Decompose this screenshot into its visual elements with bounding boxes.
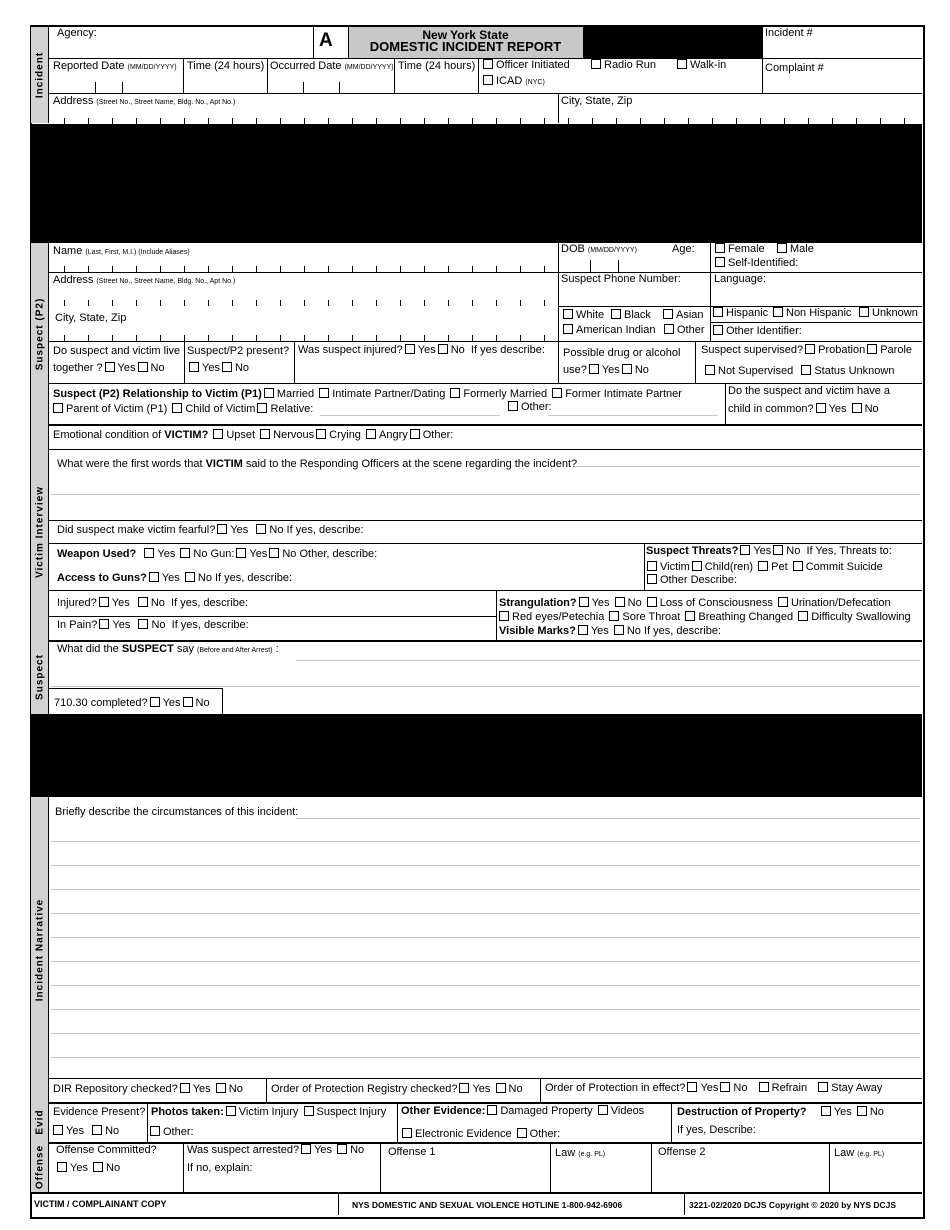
photos-other-option[interactable]: Other: — [148, 1126, 194, 1139]
male-option[interactable]: Male — [775, 243, 814, 256]
threat-other-option[interactable]: Other Describe: — [645, 574, 737, 587]
occurred-date-field[interactable] — [269, 74, 393, 92]
injured-options[interactable]: Injured? Yes No If yes, describe: — [57, 597, 249, 609]
checkbox-icon — [578, 625, 588, 635]
weapon-used-options[interactable]: Weapon Used? Yes No Gun: Yes No Other, describe: — [57, 548, 378, 560]
band-label-incident-narrative: Incident Narrative — [34, 898, 45, 1001]
checkbox-icon — [180, 1083, 190, 1093]
checkbox-icon — [180, 548, 190, 558]
checkbox-icon — [260, 429, 270, 439]
unknown-option[interactable]: Unknown — [857, 307, 918, 320]
child-in-common-options[interactable]: child in common? Yes No — [728, 403, 879, 415]
checkbox-icon — [705, 365, 715, 375]
checkbox-icon — [609, 611, 619, 621]
offense-2-label: Offense 2 — [658, 1146, 706, 1158]
incident-address-label: Address (Street No., Street Name, Bldg. No., Apt No.) — [53, 95, 236, 107]
non-hispanic-option[interactable]: Non Hispanic — [771, 307, 851, 320]
hispanic-option[interactable]: Hispanic — [711, 307, 768, 320]
officer-initiated-option[interactable]: Officer Initiated — [481, 59, 570, 72]
other-evidence-options-row2[interactable]: Electronic Evidence Other: — [400, 1128, 560, 1141]
agency-label: Agency: — [57, 27, 97, 39]
relationship-options-row1[interactable]: Suspect (P2) Relationship to Victim (P1) Married Intimate Partner/Dating Formerly Married Former Intimate Partner — [53, 388, 682, 400]
race-other-option[interactable]: Other — [662, 324, 705, 337]
suspect-name-field[interactable] — [50, 257, 556, 271]
suspect-threats-options[interactable]: Suspect Threats? Yes No If Yes, Threats to: — [646, 545, 892, 557]
checkbox-icon — [256, 524, 266, 534]
checkbox-icon — [517, 1128, 527, 1138]
checkbox-icon — [301, 1144, 311, 1154]
narrative-field[interactable] — [50, 818, 920, 1076]
evidence-present-label: Evidence Present? — [53, 1106, 146, 1118]
checkbox-icon — [138, 362, 148, 372]
checkbox-icon — [579, 597, 589, 607]
checkbox-icon — [611, 309, 621, 319]
supervised-label[interactable]: Suspect supervised? Probation Parole — [701, 344, 913, 356]
checkbox-icon — [496, 1083, 506, 1093]
occurred-time-label: Time (24 hours) — [398, 60, 476, 72]
suspect-statement-field[interactable] — [50, 656, 920, 686]
strangulation-options[interactable]: Strangulation? Yes No Loss of Consciousness Urination/Defecation — [499, 597, 891, 609]
checkbox-icon — [53, 1125, 63, 1135]
female-option[interactable]: Female — [713, 243, 765, 256]
checkbox-icon — [183, 697, 193, 707]
checkbox-icon — [713, 307, 723, 317]
law-2-field[interactable] — [831, 1160, 920, 1190]
checkbox-icon — [867, 344, 877, 354]
band-label-incident: Incident — [34, 51, 45, 99]
complaint-number-field[interactable] — [763, 74, 921, 92]
checkbox-icon — [213, 429, 223, 439]
checkbox-icon — [614, 625, 624, 635]
checkbox-icon — [410, 429, 420, 439]
checkbox-icon — [150, 1126, 160, 1136]
relationship-other-option[interactable]: Other: — [506, 401, 552, 414]
access-to-guns-options[interactable]: Access to Guns? Yes No If yes, describe: — [57, 572, 293, 584]
band-label-victim-interview: Victim Interview — [34, 486, 45, 578]
checkbox-icon — [144, 548, 154, 558]
radio-run-option[interactable]: Radio Run — [589, 59, 656, 72]
checkbox-icon — [818, 1082, 828, 1092]
checkbox-icon — [622, 364, 632, 374]
checkbox-icon — [801, 365, 811, 375]
checkbox-icon — [92, 1125, 102, 1135]
checkbox-icon — [598, 1105, 608, 1115]
checkbox-icon — [217, 524, 227, 534]
incident-city-label: City, State, Zip — [561, 95, 633, 107]
occurred-date-label: Occurred Date (MM/DD/YYYY) — [270, 60, 394, 72]
reported-time-label: Time (24 hours) — [187, 60, 265, 72]
redacted-block-top — [31, 124, 922, 243]
in-pain-options[interactable]: In Pain? Yes No If yes, describe: — [57, 619, 249, 631]
suspect-arrested-options[interactable]: Was suspect arrested? Yes No — [187, 1144, 365, 1156]
band-label-offense: Offense — [34, 1144, 45, 1190]
suspect-injured-label[interactable]: Was suspect injured? Yes No If yes describe: — [298, 344, 545, 356]
checkbox-icon — [405, 344, 415, 354]
fearful-options[interactable]: Did suspect make victim fearful? Yes No If yes, describe: — [57, 524, 364, 536]
checkbox-icon — [222, 362, 232, 372]
walk-in-option[interactable]: Walk-in — [675, 59, 726, 72]
checkbox-icon — [366, 429, 376, 439]
band-label-evid: Evid — [34, 1109, 45, 1135]
footer-hotline: NYS DOMESTIC AND SEXUAL VIOLENCE HOTLINE 1-800-942-6906 — [352, 1200, 623, 1210]
checkbox-icon — [150, 697, 160, 707]
checkbox-icon — [857, 1106, 867, 1116]
form-710-30-options[interactable]: 710.30 completed? Yes No — [54, 697, 210, 709]
checkbox-icon — [450, 388, 460, 398]
checkbox-icon — [105, 362, 115, 372]
checkbox-icon — [57, 1162, 67, 1172]
reported-time-field[interactable] — [185, 74, 266, 92]
child-in-common-label: Do the suspect and victim have a — [728, 385, 891, 397]
checkbox-icon — [138, 597, 148, 607]
narrative-prompt: Briefly describe the circumstances of this incident: — [55, 806, 299, 818]
checkbox-icon — [483, 75, 493, 85]
language-field[interactable] — [712, 286, 920, 304]
offense-committed-label: Offense Committed? — [56, 1144, 157, 1156]
checkbox-icon — [798, 611, 808, 621]
other-identifier-option[interactable]: Other Identifier: — [711, 325, 802, 338]
checkbox-icon — [715, 243, 725, 253]
checkbox-icon — [264, 388, 274, 398]
title-state: New York State — [422, 28, 509, 42]
checkbox-icon — [149, 572, 159, 582]
checkbox-icon — [185, 572, 195, 582]
law-1-field[interactable] — [552, 1160, 649, 1190]
reported-date-field[interactable] — [50, 74, 182, 92]
checkbox-icon — [99, 619, 109, 629]
checkbox-icon — [236, 548, 246, 558]
occurred-time-field[interactable] — [396, 74, 477, 92]
checkbox-icon — [777, 243, 787, 253]
race-black-option[interactable]: Black — [609, 309, 651, 322]
checkbox-icon — [740, 545, 750, 555]
checkbox-icon — [615, 597, 625, 607]
race-american-indian-option[interactable]: American Indian — [561, 324, 656, 337]
suspect-phone-field[interactable] — [560, 286, 708, 304]
suspect-name-label: Name (Last, First, M.I.) (Include Aliases) — [53, 245, 190, 257]
checkbox-icon — [647, 597, 657, 607]
race-asian-option[interactable]: Asian — [661, 309, 704, 322]
threat-targets-options[interactable]: Victim Child(ren) Pet Commit Suicide — [645, 561, 883, 574]
offense-1-label: Offense 1 — [388, 1146, 436, 1158]
offense-1-field[interactable] — [382, 1160, 548, 1190]
checkbox-icon — [563, 324, 573, 334]
oop-in-effect-options[interactable]: Order of Protection in effect? Yes No Refrain Stay Away — [545, 1082, 883, 1094]
checkbox-icon — [758, 561, 768, 571]
first-words-field[interactable] — [50, 470, 920, 518]
checkbox-icon — [99, 597, 109, 607]
language-label: Language: — [714, 273, 766, 285]
checkbox-icon — [715, 257, 725, 267]
checkbox-icon — [773, 545, 783, 555]
drug-use-options[interactable]: use? Yes No — [563, 364, 649, 376]
checkbox-icon — [226, 1106, 236, 1116]
visible-marks-options[interactable]: Visible Marks? Yes No If yes, describe: — [499, 625, 722, 637]
checkbox-icon — [821, 1106, 831, 1116]
suspect-dob-label: DOB (MM/DD/YYYY) — [561, 243, 637, 255]
complaint-number-label: Complaint # — [765, 62, 824, 74]
destruction-of-property-options[interactable]: Destruction of Property? Yes No — [677, 1106, 884, 1118]
checkbox-icon — [816, 403, 826, 413]
checkbox-icon — [189, 362, 199, 372]
race-white-option[interactable]: White — [561, 309, 604, 322]
checkbox-icon — [257, 403, 267, 413]
reported-date-label: Reported Date (MM/DD/YYYY) — [53, 60, 177, 72]
live-together-options[interactable]: together ? Yes No — [53, 362, 165, 374]
checkbox-icon — [591, 59, 601, 69]
checkbox-icon — [759, 1082, 769, 1092]
offense-2-field[interactable] — [653, 1160, 827, 1190]
checkbox-icon — [647, 561, 657, 571]
checkbox-icon — [713, 325, 723, 335]
checkbox-icon — [337, 1144, 347, 1154]
checkbox-icon — [483, 59, 493, 69]
suspect-city-label: City, State, Zip — [55, 312, 127, 324]
suspect-city-field[interactable] — [50, 324, 556, 338]
suspect-address-field[interactable] — [50, 286, 556, 300]
emotional-condition-options[interactable]: Emotional condition of VICTIM? Upset Nervous Crying Angry Other: — [53, 429, 454, 441]
checkbox-icon — [773, 307, 783, 317]
checkbox-icon — [589, 364, 599, 374]
law-2-label: Law (e.g. PL) — [834, 1147, 885, 1159]
checkbox-icon — [647, 574, 657, 584]
suspect-address-label: Address (Street No., Street Name, Bldg. No., Apt No.) — [53, 274, 236, 286]
suspect-present-options[interactable]: Yes No — [187, 362, 249, 375]
checkbox-icon — [93, 1162, 103, 1172]
first-words-label: What were the first words that VICTIM said to the Responding Officers at the scene regarding the incident? — [57, 458, 578, 470]
law-1-label: Law (e.g. PL) — [555, 1147, 606, 1159]
checkbox-icon — [778, 597, 788, 607]
checkbox-icon — [402, 1128, 412, 1138]
checkbox-icon — [459, 1083, 469, 1093]
checkbox-icon — [172, 403, 182, 413]
checkbox-icon — [664, 324, 674, 334]
checkbox-icon — [438, 344, 448, 354]
checkbox-icon — [563, 309, 573, 319]
relationship-options-row2[interactable]: Parent of Victim (P1) Child of Victim Relative: — [51, 403, 313, 416]
redacted-block-middle — [31, 714, 922, 797]
checkbox-icon — [138, 619, 148, 629]
destruction-describe-label: If yes, Describe: — [677, 1124, 756, 1136]
band-label-suspect: Suspect — [34, 654, 45, 700]
incident-number-label: Incident # — [765, 27, 813, 39]
footer-copyright: 3221-02/2020 DCJS Copyright © 2020 by NYS DCJS — [689, 1200, 897, 1210]
checkbox-icon — [687, 1082, 697, 1092]
checkbox-icon — [508, 401, 518, 411]
checkbox-icon — [487, 1105, 497, 1115]
self-identified-option[interactable]: Self-Identified: — [713, 257, 798, 270]
checkbox-icon — [859, 307, 869, 317]
checkbox-icon — [685, 611, 695, 621]
band-label-suspect-p2: Suspect (P2) — [34, 297, 45, 370]
suspect-present-label: Suspect/P2 present? — [187, 345, 290, 357]
checkbox-icon — [720, 1082, 730, 1092]
offense-committed-options[interactable]: Yes No — [55, 1162, 120, 1175]
suspect-age-label: Age: — [672, 243, 695, 255]
oop-registry-options[interactable]: Order of Protection Registry checked? Yes No — [271, 1083, 523, 1095]
checkbox-icon — [852, 403, 862, 413]
checkbox-icon — [216, 1083, 226, 1093]
incident-number-field[interactable] — [763, 38, 921, 57]
suspect-statement-label: What did the SUSPECT say (Before and After Arrest) : — [57, 643, 279, 655]
checkbox-icon — [269, 548, 279, 558]
copy-letter: A — [319, 30, 333, 51]
checkbox-icon — [552, 388, 562, 398]
suspect-phone-label: Suspect Phone Number: — [561, 273, 681, 285]
checkbox-icon — [677, 59, 687, 69]
checkbox-icon — [805, 344, 815, 354]
arrest-explain-label: If no, explain: — [187, 1162, 253, 1174]
redacted-header-box — [583, 27, 762, 58]
footer-copy-label: VICTIM / COMPLAINANT COPY — [34, 1199, 167, 1209]
other-evidence-options[interactable]: Other Evidence: Damaged Property Videos — [401, 1105, 645, 1117]
photos-taken-options[interactable]: Photos taken: Victim Injury Suspect Injury — [151, 1106, 387, 1118]
checkbox-icon — [692, 561, 702, 571]
checkbox-icon — [663, 309, 673, 319]
live-together-label: Do suspect and victim live — [53, 345, 181, 357]
evidence-present-options[interactable]: Yes No — [51, 1125, 119, 1138]
checkbox-icon — [304, 1106, 314, 1116]
icad-option[interactable]: ICAD (NYC) — [481, 75, 545, 88]
checkbox-icon — [319, 388, 329, 398]
strangulation-symptoms-options[interactable]: Red eyes/Petechia Sore Throat Breathing Changed Difficulty Swallowing — [497, 611, 911, 624]
drug-use-label: Possible drug or alcohol — [563, 347, 681, 359]
checkbox-icon — [53, 403, 63, 413]
checkbox-icon — [316, 429, 326, 439]
supervision-status-options[interactable]: Not Supervised Status Unknown — [703, 365, 894, 378]
title-report: DOMESTIC INCIDENT REPORT — [369, 39, 562, 54]
checkbox-icon — [499, 611, 509, 621]
checkbox-icon — [793, 561, 803, 571]
dir-repository-options[interactable]: DIR Repository checked? Yes No — [53, 1083, 243, 1095]
